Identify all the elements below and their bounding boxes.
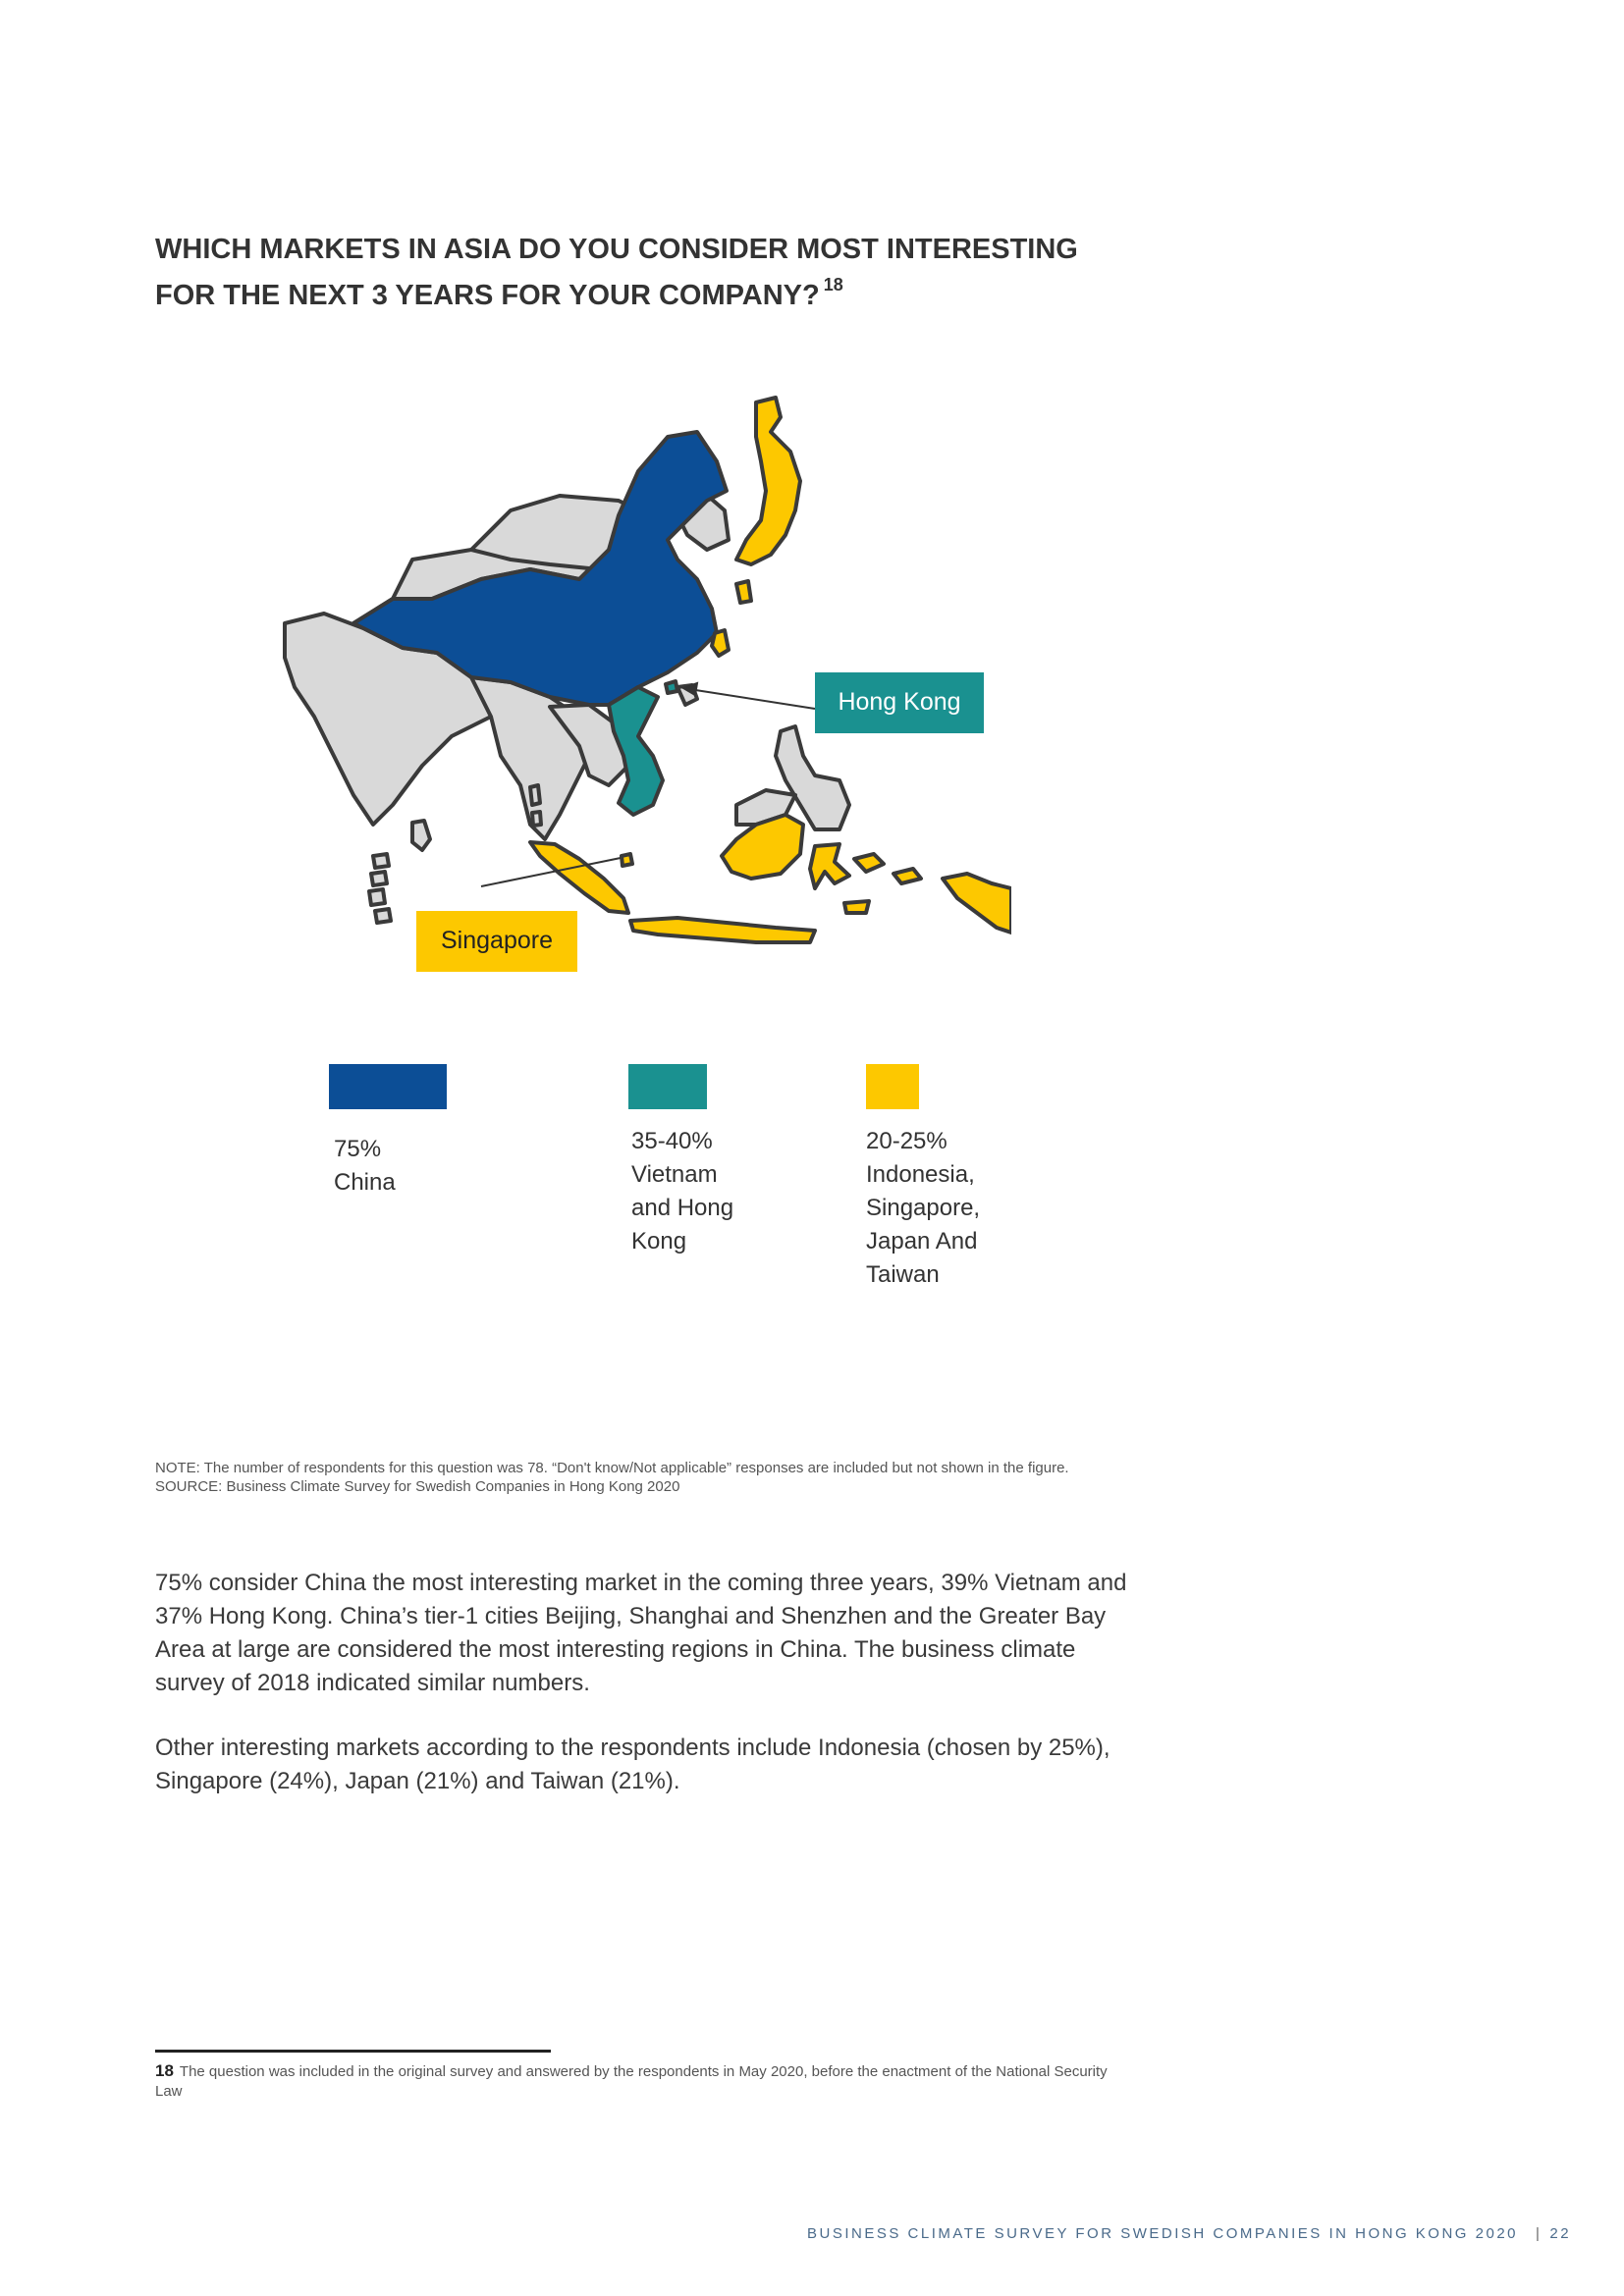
legend-text: Indonesia,: [866, 1161, 975, 1188]
region-papua: [943, 874, 1011, 933]
region-sulawesi: [810, 844, 849, 888]
legend-text: Japan And: [866, 1228, 978, 1255]
legend-text: and Hong: [631, 1195, 734, 1221]
region-japan-south: [736, 581, 751, 603]
footnote-number: 18: [155, 2061, 174, 2080]
legend-label-others: [866, 1125, 980, 1292]
body-paragraph-2: Other interesting markets according to the respondents include Indonesia (chosen by 25%), Singapore (24%), Japan (21%) and Taiwan (21%).: [155, 1735, 1110, 1794]
region-maldives: [369, 854, 391, 923]
footnote-divider: [155, 2050, 551, 2053]
body-paragraph-1: 75% consider China the most interesting market in the coming three years, 39% Vietnam and 37% Hong Kong. China’s tier-1 cities Beijing, Shanghai and Shenzhen and the Greater Bay Area at large are considered the most interesting regions in China. The business climate survey of 2018 indicated similar numbers.: [155, 1570, 1127, 1696]
legend-swatch-china: [329, 1064, 447, 1109]
region-hong-kong: [666, 681, 677, 693]
legend-text: Vietnam: [631, 1161, 718, 1188]
region-japan: [736, 398, 800, 564]
singapore-callout: Singapore: [416, 911, 577, 972]
legend-text: Singapore,: [866, 1195, 981, 1221]
region-kalimantan: [722, 815, 803, 879]
figure-notes: [155, 1459, 1137, 1496]
region-sri-lanka: [412, 821, 430, 850]
footer-title: BUSINESS CLIMATE SURVEY FOR SWEDISH COMPANIES IN HONG KONG 2020: [807, 2225, 1519, 2242]
region-java: [630, 918, 815, 942]
legend-label-china: [334, 1133, 396, 1200]
region-sumatra: [530, 842, 628, 913]
legend-swatch-others: [866, 1064, 919, 1109]
hong-kong-callout: Hong Kong: [815, 672, 984, 733]
source-text: SOURCE: Business Climate Survey for Swedish Companies in Hong Kong 2020: [155, 1478, 680, 1495]
footer-separator: |: [1536, 2225, 1543, 2242]
legend-value: 35-40%: [631, 1128, 713, 1154]
page-footer: [807, 2225, 1573, 2242]
note-text: NOTE: The number of respondents for this question was 78. “Don't know/Not applicable” responses are included but not shown in the figure.: [155, 1460, 1069, 1476]
legend-value: 20-25%: [866, 1128, 947, 1154]
legend-text: China: [334, 1169, 396, 1196]
footnote-text: The question was included in the original survey and answered by the respondents in May 2020, before the enactment of the National Security Law: [155, 2063, 1108, 2100]
footnote-ref: 18: [823, 275, 843, 294]
region-islands: [844, 854, 921, 913]
footnote: [155, 2061, 1117, 2102]
region-singapore: [622, 854, 632, 866]
hong-kong-pointer: [689, 689, 815, 709]
legend-text: Kong: [631, 1228, 687, 1255]
legend-value: 75%: [334, 1136, 382, 1162]
page-title: WHICH MARKETS IN ASIA DO YOU CONSIDER MOST INTERESTING FOR THE NEXT 3 YEARS FOR YOUR COMPANY? $^{18}$: [155, 234, 1078, 311]
legend-label-vietnam-hk: [631, 1125, 733, 1258]
page-number: 22: [1549, 2225, 1572, 2242]
legend-text: Taiwan: [866, 1261, 940, 1288]
region-taiwan: [712, 630, 729, 656]
legend-swatch-vietnam-hk: [628, 1064, 707, 1109]
